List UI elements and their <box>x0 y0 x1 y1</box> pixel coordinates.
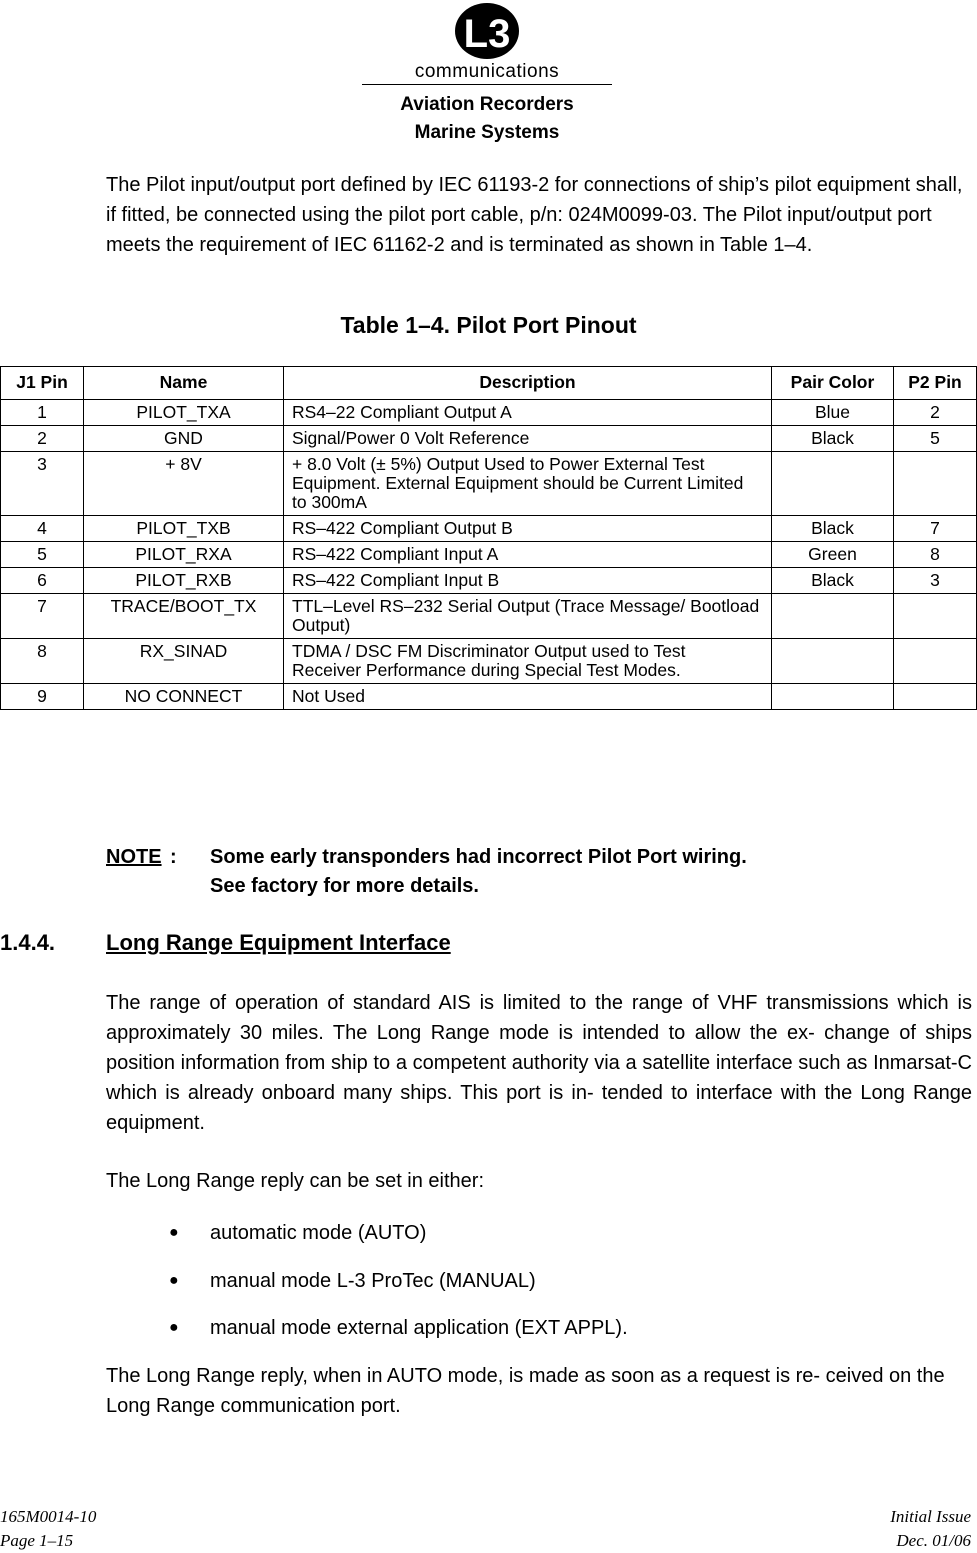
cell-description: Signal/Power 0 Volt Reference <box>284 426 772 452</box>
cell-p2-pin: 7 <box>894 516 977 542</box>
cell-p2-pin: 8 <box>894 542 977 568</box>
table-header-row <box>1 367 977 400</box>
cell-pair-color: Black <box>772 568 894 594</box>
bullet-icon: ● <box>169 1319 179 1336</box>
cell-description: RS4–22 Compliant Output A <box>284 400 772 426</box>
l3-logo-icon <box>454 2 520 60</box>
logo-rule <box>362 84 612 85</box>
cell-name: PILOT_TXA <box>84 400 284 426</box>
cell-pair-color <box>772 594 894 639</box>
cell-pair-color: Green <box>772 542 894 568</box>
cell-pin: 5 <box>1 542 84 568</box>
cell-description: Not Used <box>284 684 772 710</box>
cell-name: GND <box>84 426 284 452</box>
table-row <box>1 639 977 684</box>
issue-label: Initial Issue <box>890 1507 971 1526</box>
note-text <box>210 843 910 901</box>
cell-pair-color: Black <box>772 426 894 452</box>
col-header-p2-pin: P2 Pin <box>894 367 977 400</box>
cell-description: RS–422 Compliant Input B <box>284 568 772 594</box>
col-header-description: Description <box>284 367 772 400</box>
cell-p2-pin <box>894 594 977 639</box>
cell-name: RX_SINAD <box>84 639 284 684</box>
issue-date: Dec. 01/06 <box>896 1531 971 1550</box>
bullet-text: manual mode external application (EXT APPL). <box>210 1317 628 1339</box>
division-line1: Aviation Recorders <box>400 94 574 115</box>
cell-description: TDMA / DSC FM Discriminator Output used to Test Receiver Performance during Special Test Modes. <box>284 639 772 684</box>
col-header-j1-pin: J1 Pin <box>1 367 84 400</box>
footer-right <box>890 1505 971 1553</box>
table-row <box>1 426 977 452</box>
table-title: Table 1–4. Pilot Port Pinout <box>340 312 637 338</box>
note-colon: : <box>170 846 177 868</box>
cell-pair-color: Black <box>772 516 894 542</box>
note-label: NOTE <box>106 846 162 868</box>
table-row <box>1 542 977 568</box>
l3-logo-mark <box>454 2 520 60</box>
table-row <box>1 516 977 542</box>
cell-pin: 4 <box>1 516 84 542</box>
cell-pin: 7 <box>1 594 84 639</box>
intro-paragraph: The Pilot input/output port defined by IEC 61193-2 for connections of ship’s pilot equipment shall, if fitted, be connected using the pilot port cable, p/n: 024M0099-03. The Pilot input/output port meets the requirement of IEC 61162-2 and is terminated as shown in Table 1–4. <box>106 174 963 256</box>
cell-pin: 6 <box>1 568 84 594</box>
cell-description: RS–422 Compliant Input A <box>284 542 772 568</box>
bullet-text: manual mode L-3 ProTec (MANUAL) <box>210 1270 536 1292</box>
logo-wordmark: communications <box>414 61 560 82</box>
section-title: Long Range Equipment Interface <box>106 930 451 955</box>
cell-p2-pin <box>894 452 977 516</box>
cell-name: PILOT_RXA <box>84 542 284 568</box>
auto-mode-paragraph: The Long Range reply, when in AUTO mode, is made as soon as a request is re- ceived on the Long Range communication port. <box>106 1365 945 1417</box>
cell-p2-pin: 3 <box>894 568 977 594</box>
cell-p2-pin <box>894 639 977 684</box>
footer-left <box>0 1505 96 1553</box>
cell-name: + 8V <box>84 452 284 516</box>
section-number: 1.4.4. <box>0 930 56 955</box>
cell-name: NO CONNECT <box>84 684 284 710</box>
cell-description: RS–422 Compliant Output B <box>284 516 772 542</box>
company-logo <box>362 2 612 85</box>
cell-pair-color <box>772 684 894 710</box>
division-line2: Marine Systems <box>414 122 560 143</box>
cell-p2-pin: 5 <box>894 426 977 452</box>
cell-p2-pin <box>894 684 977 710</box>
note-line2: See factory for more details. <box>210 875 479 897</box>
cell-pin: 1 <box>1 400 84 426</box>
doc-number: 165M0014-10 <box>0 1507 97 1526</box>
bullet-icon: ● <box>169 1224 179 1241</box>
long-range-paragraph: The range of operation of standard AIS is limited to the range of VHF transmissions which is approximately 30 miles. The Long Range mode is intended to allow the ex- change of ships position information from ship to a competent authority via a satellite interface such as Inmarsat-C which is already onboard many ships. This port is in- tended to interface with the Long Range equipment. <box>106 992 972 1134</box>
col-header-pair-color: Pair Color <box>772 367 894 400</box>
cell-pin: 2 <box>1 426 84 452</box>
table-row <box>1 400 977 426</box>
cell-name: PILOT_TXB <box>84 516 284 542</box>
table-row <box>1 568 977 594</box>
cell-pair-color <box>772 452 894 516</box>
col-header-name: Name <box>84 367 284 400</box>
cell-name: PILOT_RXB <box>84 568 284 594</box>
cell-name: TRACE/BOOT_TX <box>84 594 284 639</box>
page-number: Page 1–15 <box>0 1531 74 1550</box>
cell-pair-color: Blue <box>772 400 894 426</box>
cell-pin: 9 <box>1 684 84 710</box>
pilot-port-pinout-table <box>0 366 977 710</box>
table-row <box>1 594 977 639</box>
note-line1: Some early transponders had incorrect Pilot Port wiring. <box>210 846 747 868</box>
logo-mark-text: L3 <box>463 12 511 56</box>
bullet-icon: ● <box>169 1272 179 1289</box>
bullet-text: automatic mode (AUTO) <box>210 1222 427 1244</box>
cell-pin: 8 <box>1 639 84 684</box>
table-row <box>1 684 977 710</box>
cell-p2-pin: 2 <box>894 400 977 426</box>
cell-description: + 8.0 Volt (± 5%) Output Used to Power External Test Equipment. External Equipment should be Current Limited to 300mA <box>284 452 772 516</box>
reply-modes-intro: The Long Range reply can be set in either: <box>106 1170 485 1192</box>
cell-pin: 3 <box>1 452 84 516</box>
cell-description: TTL–Level RS–232 Serial Output (Trace Message/ Bootload Output) <box>284 594 772 639</box>
table-row <box>1 452 977 516</box>
cell-pair-color <box>772 639 894 684</box>
